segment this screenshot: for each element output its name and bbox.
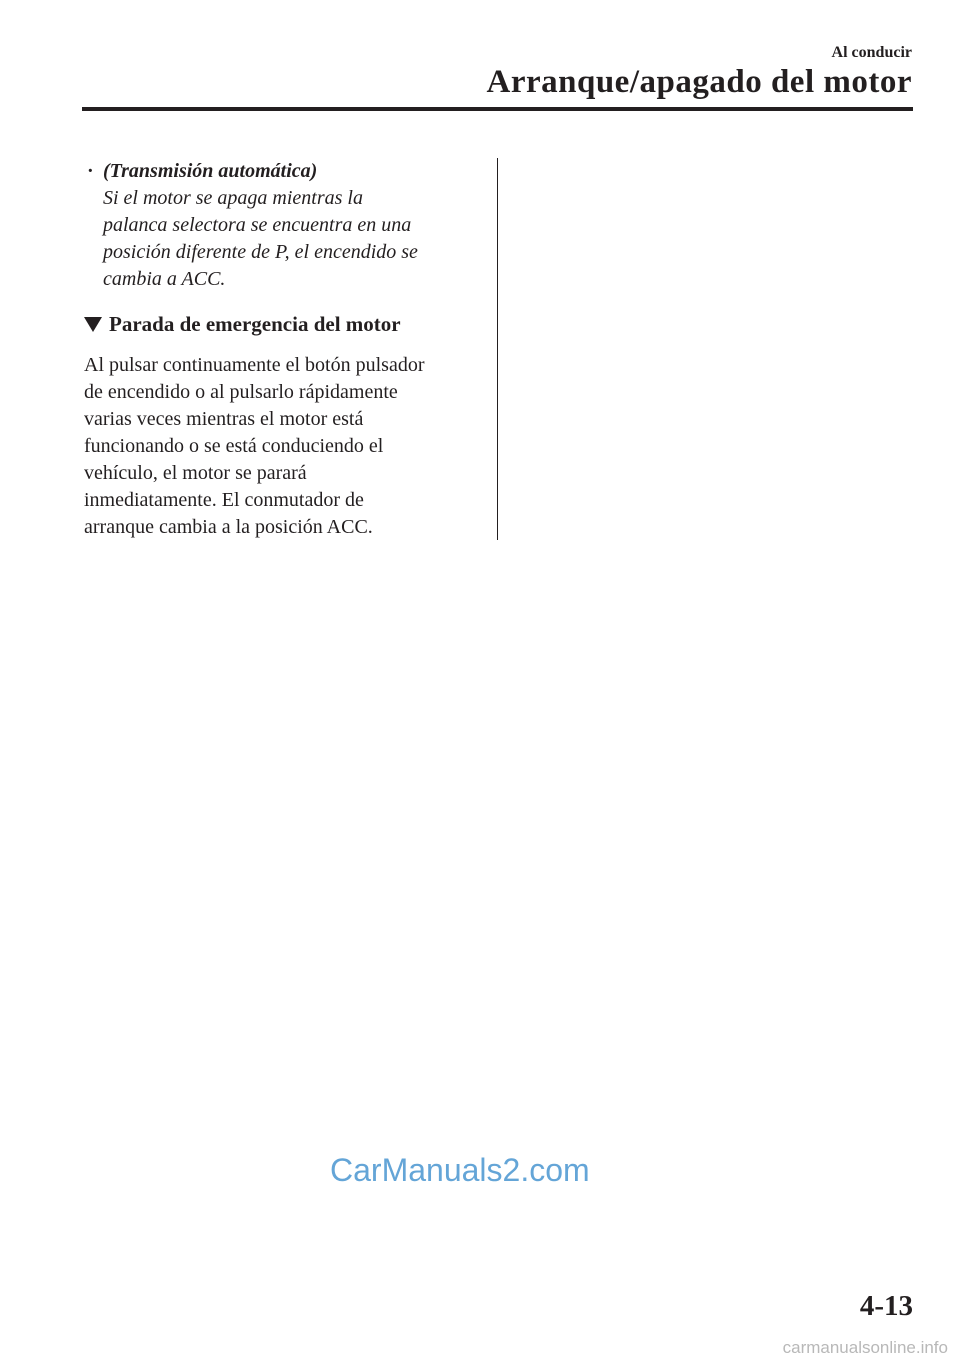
column-divider <box>497 158 498 540</box>
page-title: Arranque/apagado del motor <box>486 64 912 100</box>
body-line: funcionando o se está conduciendo el <box>84 435 384 457</box>
body-line: vehículo, el motor se parará <box>84 462 307 484</box>
bullet-dot-icon: · <box>87 160 94 182</box>
body-line: arranque cambia a la posición ACC. <box>84 516 373 538</box>
bullet-heading: (Transmisión automática) <box>103 160 318 182</box>
section-body <box>84 352 484 541</box>
bullet-item <box>84 158 484 293</box>
section-label: Al conducir <box>831 44 912 61</box>
section-heading-text: Parada de emergencia del motor <box>109 312 401 336</box>
body-line: varias veces mientras el motor está <box>84 408 364 430</box>
triangle-down-icon <box>84 317 102 332</box>
watermark: CarManuals2.com <box>330 1152 590 1188</box>
page-number: 4-13 <box>859 1290 913 1322</box>
content-column <box>84 158 484 541</box>
bullet-line: cambia a ACC. <box>103 268 226 290</box>
section-heading <box>84 310 484 338</box>
body-line: Al pulsar continuamente el botón pulsador <box>84 354 425 376</box>
body-line: de encendido o al pulsarlo rápidamente <box>84 381 398 403</box>
bullet-line: palanca selectora se encuentra en una <box>103 214 412 236</box>
footer-url: carmanualsonline.info <box>782 1338 948 1357</box>
header-divider <box>82 107 913 111</box>
bullet-line: posición diferente de P, el encendido se <box>103 241 418 263</box>
bullet-line: Si el motor se apaga mientras la <box>103 187 363 209</box>
body-line: inmediatamente. El conmutador de <box>84 489 364 511</box>
